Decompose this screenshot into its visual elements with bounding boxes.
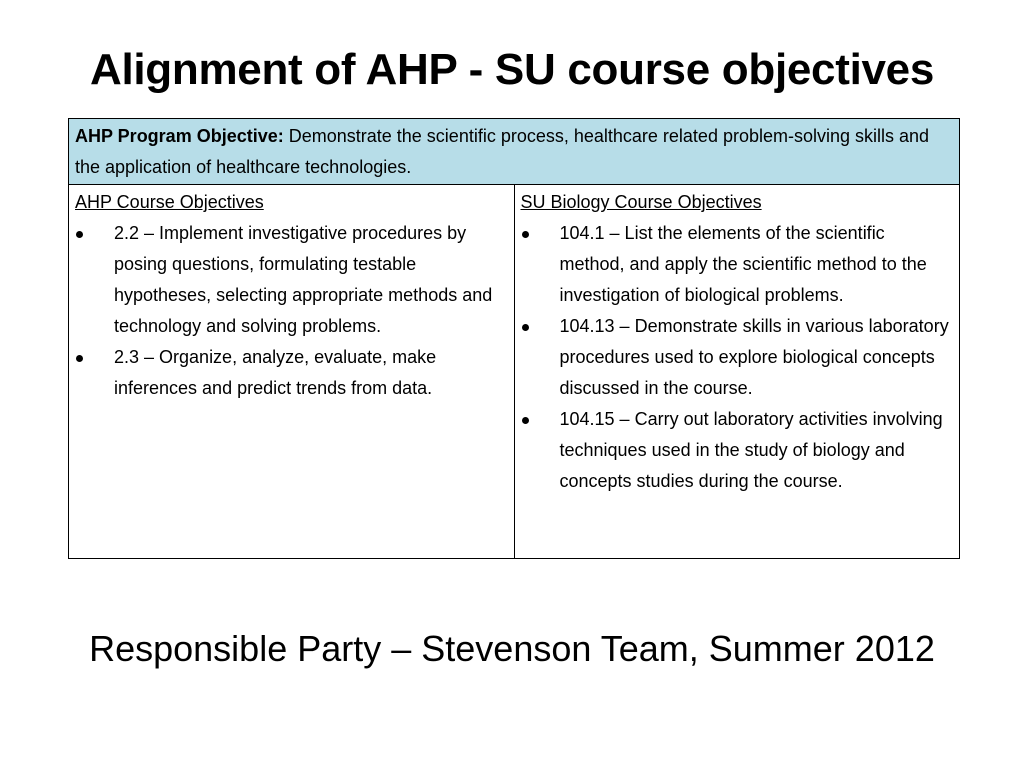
bullet-icon xyxy=(522,231,529,238)
objectives-table xyxy=(68,118,960,559)
ahp-course-objectives-heading: AHP Course Objectives xyxy=(75,192,264,212)
course-objectives-row xyxy=(69,185,960,559)
list-item xyxy=(75,342,508,404)
list-item-text: 104.13 – Demonstrate skills in various laboratory procedures used to explore biological concepts discussed in the course. xyxy=(559,316,949,398)
list-item-text: 2.2 – Implement investigative procedures by posing questions, formulating testable hypotheses, selecting appropriate methods and technology and solving problems. xyxy=(114,223,493,336)
list-item-text: 2.3 – Organize, analyze, evaluate, make inferences and predict trends from data. xyxy=(114,347,437,398)
program-objective-row xyxy=(69,119,960,185)
program-objective-cell xyxy=(69,119,960,185)
su-objectives-list xyxy=(521,218,954,497)
bullet-icon xyxy=(76,355,83,362)
program-objective-text: Demonstrate the scientific process, healthcare related problem-solving skills and the application of healthcare technologies. xyxy=(75,126,930,177)
su-biology-course-objectives-heading: SU Biology Course Objectives xyxy=(520,192,762,212)
su-biology-course-objectives-cell xyxy=(514,185,960,559)
ahp-course-objectives-cell xyxy=(69,185,515,559)
list-item-text: 104.15 – Carry out laboratory activities involving techniques used in the study of biology and concepts studies during the course. xyxy=(559,409,943,491)
bullet-icon xyxy=(522,417,529,424)
bullet-icon xyxy=(522,324,529,331)
bullet-icon xyxy=(76,231,83,238)
list-item xyxy=(521,218,954,311)
list-item-text: 104.1 – List the elements of the scientific method, and apply the scientific method to the investigation of biological problems. xyxy=(559,223,927,305)
responsible-party-text: Responsible Party – Stevenson Team, Summer 2012 xyxy=(89,628,935,669)
list-item xyxy=(521,311,954,404)
slide-title: Alignment of AHP - SU course objectives xyxy=(89,45,935,94)
list-item xyxy=(75,218,508,342)
list-item xyxy=(521,404,954,497)
ahp-objectives-list xyxy=(75,218,508,404)
program-objective-label: AHP Program Objective: xyxy=(75,126,284,146)
